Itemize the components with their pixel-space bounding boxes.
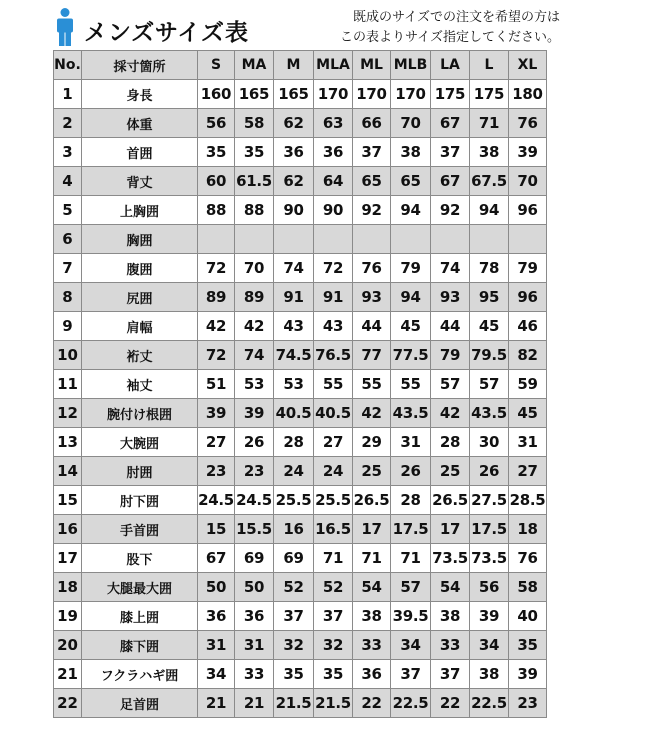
size-value-cell: 93 (353, 283, 391, 312)
measurement-name: 裄丈 (82, 341, 198, 370)
size-value-cell: 26 (235, 428, 274, 457)
size-value-cell: 34 (470, 631, 509, 660)
size-value-cell: 42 (235, 312, 274, 341)
column-header-size: MLB (391, 51, 431, 80)
size-value-cell: 165 (235, 80, 274, 109)
size-value-cell: 55 (314, 370, 353, 399)
order-note (340, 8, 560, 48)
size-value-cell: 67 (431, 167, 470, 196)
size-value-cell: 66 (353, 109, 391, 138)
row-number: 7 (54, 254, 82, 283)
size-value-cell: 16.5 (314, 515, 353, 544)
measurement-name: 大腕囲 (82, 428, 198, 457)
measurement-name: 袖丈 (82, 370, 198, 399)
size-value-cell: 27 (314, 428, 353, 457)
table-row (54, 573, 547, 602)
measurement-name: 腕付け根囲 (82, 399, 198, 428)
size-value-cell: 37 (431, 660, 470, 689)
size-value-cell: 24.5 (198, 486, 235, 515)
size-value-cell: 23 (198, 457, 235, 486)
size-value-cell: 71 (391, 544, 431, 573)
size-value-cell: 67 (431, 109, 470, 138)
size-value-cell: 43.5 (470, 399, 509, 428)
size-value-cell: 76.5 (314, 341, 353, 370)
size-value-cell: 27 (198, 428, 235, 457)
size-value-cell: 29 (353, 428, 391, 457)
column-header-size: MLA (314, 51, 353, 80)
size-value-cell: 89 (198, 283, 235, 312)
table-row (54, 283, 547, 312)
table-row (54, 341, 547, 370)
size-value-cell: 15.5 (235, 515, 274, 544)
measurement-name: 肩幅 (82, 312, 198, 341)
size-value-cell: 17 (353, 515, 391, 544)
size-value-cell (314, 225, 353, 254)
size-value-cell: 43 (314, 312, 353, 341)
size-value-cell: 21.5 (274, 689, 314, 718)
table-row (54, 370, 547, 399)
measurement-name: 尻囲 (82, 283, 198, 312)
table-row (54, 399, 547, 428)
size-value-cell: 79 (431, 341, 470, 370)
size-value-cell: 90 (314, 196, 353, 225)
size-value-cell: 175 (431, 80, 470, 109)
size-value-cell: 63 (314, 109, 353, 138)
size-value-cell: 39 (235, 399, 274, 428)
size-value-cell: 24.5 (235, 486, 274, 515)
size-value-cell: 31 (235, 631, 274, 660)
size-value-cell: 67.5 (470, 167, 509, 196)
size-value-cell: 39 (509, 660, 547, 689)
size-value-cell: 27.5 (470, 486, 509, 515)
size-value-cell: 38 (470, 660, 509, 689)
size-value-cell: 70 (235, 254, 274, 283)
column-header-size: M (274, 51, 314, 80)
size-value-cell (391, 225, 431, 254)
row-number: 5 (54, 196, 82, 225)
size-value-cell (235, 225, 274, 254)
size-value-cell: 16 (274, 515, 314, 544)
size-value-cell: 56 (470, 573, 509, 602)
order-note-line-1: 既成のサイズでの注文を希望の方は (353, 10, 560, 25)
size-value-cell: 67 (198, 544, 235, 573)
measurement-name: 背丈 (82, 167, 198, 196)
size-value-cell: 35 (314, 660, 353, 689)
size-value-cell: 96 (509, 196, 547, 225)
size-value-cell: 71 (470, 109, 509, 138)
size-value-cell: 46 (509, 312, 547, 341)
measurement-name: 膝上囲 (82, 602, 198, 631)
size-value-cell: 165 (274, 80, 314, 109)
row-number: 12 (54, 399, 82, 428)
size-value-cell: 26.5 (431, 486, 470, 515)
header (0, 0, 660, 50)
row-number: 4 (54, 167, 82, 196)
size-value-cell: 53 (235, 370, 274, 399)
size-value-cell: 96 (509, 283, 547, 312)
size-value-cell: 76 (509, 544, 547, 573)
size-value-cell: 61.5 (235, 167, 274, 196)
size-value-cell: 23 (509, 689, 547, 718)
size-value-cell: 25.5 (314, 486, 353, 515)
column-header-size: XL (509, 51, 547, 80)
column-header-size: L (470, 51, 509, 80)
table-row (54, 457, 547, 486)
row-number: 21 (54, 660, 82, 689)
row-number: 13 (54, 428, 82, 457)
size-value-cell: 22.5 (391, 689, 431, 718)
measurement-name: 上胸囲 (82, 196, 198, 225)
person-icon (55, 8, 75, 46)
size-value-cell: 42 (198, 312, 235, 341)
size-value-cell: 35 (509, 631, 547, 660)
measurement-name: 手首囲 (82, 515, 198, 544)
row-number: 6 (54, 225, 82, 254)
size-value-cell: 36 (353, 660, 391, 689)
size-value-cell: 22 (431, 689, 470, 718)
size-value-cell: 45 (470, 312, 509, 341)
size-value-cell: 52 (274, 573, 314, 602)
size-value-cell: 58 (235, 109, 274, 138)
measurement-name: 大腿最大囲 (82, 573, 198, 602)
size-value-cell: 170 (353, 80, 391, 109)
size-value-cell: 82 (509, 341, 547, 370)
size-value-cell: 32 (274, 631, 314, 660)
size-value-cell: 37 (353, 138, 391, 167)
column-header-size: S (198, 51, 235, 80)
size-value-cell: 89 (235, 283, 274, 312)
column-header-size: ML (353, 51, 391, 80)
size-value-cell: 25 (431, 457, 470, 486)
size-value-cell: 28 (391, 486, 431, 515)
size-value-cell: 77 (353, 341, 391, 370)
measurement-name: 膝下囲 (82, 631, 198, 660)
size-value-cell: 40 (509, 602, 547, 631)
size-value-cell: 34 (391, 631, 431, 660)
table-row (54, 196, 547, 225)
size-value-cell: 24 (314, 457, 353, 486)
measurement-name: 足首囲 (82, 689, 198, 718)
size-value-cell: 28 (431, 428, 470, 457)
size-value-cell: 94 (391, 196, 431, 225)
measurement-name: 身長 (82, 80, 198, 109)
size-value-cell: 38 (391, 138, 431, 167)
size-table (53, 50, 547, 718)
size-value-cell: 78 (470, 254, 509, 283)
header-row (54, 51, 547, 80)
size-value-cell: 26 (391, 457, 431, 486)
size-value-cell: 56 (198, 109, 235, 138)
size-value-cell: 40.5 (274, 399, 314, 428)
size-value-cell: 90 (274, 196, 314, 225)
size-value-cell: 73.5 (431, 544, 470, 573)
size-value-cell: 170 (314, 80, 353, 109)
size-value-cell: 92 (353, 196, 391, 225)
size-value-cell: 38 (431, 602, 470, 631)
size-value-cell (353, 225, 391, 254)
size-value-cell: 71 (314, 544, 353, 573)
size-value-cell: 69 (235, 544, 274, 573)
size-value-cell: 17.5 (391, 515, 431, 544)
measurement-name: 肘下囲 (82, 486, 198, 515)
size-value-cell: 64 (314, 167, 353, 196)
size-value-cell: 94 (470, 196, 509, 225)
size-value-cell: 62 (274, 109, 314, 138)
row-number: 2 (54, 109, 82, 138)
size-value-cell: 91 (314, 283, 353, 312)
size-value-cell: 62 (274, 167, 314, 196)
size-value-cell: 37 (314, 602, 353, 631)
size-value-cell: 50 (235, 573, 274, 602)
row-number: 10 (54, 341, 82, 370)
measurement-name: 体重 (82, 109, 198, 138)
size-value-cell: 28.5 (509, 486, 547, 515)
size-value-cell: 23 (235, 457, 274, 486)
table-row (54, 167, 547, 196)
size-value-cell: 40.5 (314, 399, 353, 428)
size-value-cell: 74 (235, 341, 274, 370)
table-row (54, 428, 547, 457)
size-value-cell: 17.5 (470, 515, 509, 544)
size-value-cell: 22 (353, 689, 391, 718)
table-row (54, 486, 547, 515)
table-row (54, 80, 547, 109)
row-number: 20 (54, 631, 82, 660)
row-number: 22 (54, 689, 82, 718)
size-value-cell: 39 (509, 138, 547, 167)
size-value-cell: 37 (431, 138, 470, 167)
row-number: 15 (54, 486, 82, 515)
size-value-cell: 77.5 (391, 341, 431, 370)
size-value-cell: 50 (198, 573, 235, 602)
size-value-cell (274, 225, 314, 254)
size-value-cell: 55 (353, 370, 391, 399)
page-title: メンズサイズ表 (84, 20, 250, 46)
size-value-cell (470, 225, 509, 254)
size-value-cell: 44 (431, 312, 470, 341)
size-value-cell: 72 (198, 254, 235, 283)
size-value-cell: 26.5 (353, 486, 391, 515)
size-value-cell: 74 (431, 254, 470, 283)
size-value-cell: 21.5 (314, 689, 353, 718)
size-value-cell: 57 (470, 370, 509, 399)
table-row (54, 544, 547, 573)
size-value-cell: 170 (391, 80, 431, 109)
size-value-cell: 95 (470, 283, 509, 312)
size-value-cell: 72 (314, 254, 353, 283)
size-value-cell: 70 (509, 167, 547, 196)
size-value-cell: 39 (198, 399, 235, 428)
size-value-cell: 42 (353, 399, 391, 428)
size-value-cell: 55 (391, 370, 431, 399)
size-value-cell: 33 (235, 660, 274, 689)
size-value-cell: 33 (353, 631, 391, 660)
size-value-cell: 17 (431, 515, 470, 544)
size-value-cell: 88 (235, 196, 274, 225)
size-value-cell: 27 (509, 457, 547, 486)
size-value-cell (198, 225, 235, 254)
row-number: 18 (54, 573, 82, 602)
size-value-cell: 65 (353, 167, 391, 196)
size-value-cell: 31 (198, 631, 235, 660)
size-value-cell: 58 (509, 573, 547, 602)
row-number: 11 (54, 370, 82, 399)
size-value-cell: 51 (198, 370, 235, 399)
column-header-no: No. (54, 51, 82, 80)
size-value-cell: 91 (274, 283, 314, 312)
measurement-name: 胸囲 (82, 225, 198, 254)
size-value-cell: 36 (198, 602, 235, 631)
size-value-cell: 33 (431, 631, 470, 660)
size-value-cell: 93 (431, 283, 470, 312)
size-value-cell: 35 (198, 138, 235, 167)
table-row (54, 225, 547, 254)
row-number: 14 (54, 457, 82, 486)
size-value-cell: 39 (470, 602, 509, 631)
measurement-name: 腹囲 (82, 254, 198, 283)
measurement-name: 股下 (82, 544, 198, 573)
row-number: 19 (54, 602, 82, 631)
size-value-cell: 39.5 (391, 602, 431, 631)
row-number: 9 (54, 312, 82, 341)
size-value-cell: 54 (431, 573, 470, 602)
size-value-cell: 45 (509, 399, 547, 428)
size-value-cell: 70 (391, 109, 431, 138)
size-value-cell: 180 (509, 80, 547, 109)
size-value-cell: 92 (431, 196, 470, 225)
size-value-cell: 18 (509, 515, 547, 544)
size-value-cell: 32 (314, 631, 353, 660)
size-value-cell: 79.5 (470, 341, 509, 370)
size-value-cell: 38 (470, 138, 509, 167)
column-header-size: LA (431, 51, 470, 80)
column-header-size: MA (235, 51, 274, 80)
size-value-cell: 88 (198, 196, 235, 225)
size-value-cell: 79 (509, 254, 547, 283)
size-value-cell: 25 (353, 457, 391, 486)
measurement-name: 肘囲 (82, 457, 198, 486)
table-row (54, 660, 547, 689)
size-value-cell: 28 (274, 428, 314, 457)
size-value-cell: 69 (274, 544, 314, 573)
size-value-cell: 60 (198, 167, 235, 196)
size-value-cell: 30 (470, 428, 509, 457)
size-value-cell: 43 (274, 312, 314, 341)
size-value-cell: 31 (391, 428, 431, 457)
column-header-part: 採寸箇所 (82, 51, 198, 80)
size-value-cell: 45 (391, 312, 431, 341)
size-value-cell: 44 (353, 312, 391, 341)
size-value-cell: 175 (470, 80, 509, 109)
row-number: 1 (54, 80, 82, 109)
table-row (54, 138, 547, 167)
size-value-cell: 21 (235, 689, 274, 718)
row-number: 16 (54, 515, 82, 544)
size-value-cell: 94 (391, 283, 431, 312)
table-row (54, 602, 547, 631)
table-row (54, 689, 547, 718)
size-value-cell: 38 (353, 602, 391, 631)
size-value-cell: 35 (274, 660, 314, 689)
size-value-cell: 73.5 (470, 544, 509, 573)
size-value-cell: 31 (509, 428, 547, 457)
size-value-cell: 74.5 (274, 341, 314, 370)
size-value-cell: 26 (470, 457, 509, 486)
size-value-cell: 37 (391, 660, 431, 689)
measurement-name: フクラハギ囲 (82, 660, 198, 689)
size-value-cell: 59 (509, 370, 547, 399)
table-row (54, 631, 547, 660)
table-row (54, 254, 547, 283)
row-number: 17 (54, 544, 82, 573)
size-value-cell: 34 (198, 660, 235, 689)
size-value-cell: 22.5 (470, 689, 509, 718)
order-note-line-2: この表よりサイズ指定してください。 (340, 30, 560, 45)
size-value-cell (431, 225, 470, 254)
size-value-cell: 36 (274, 138, 314, 167)
size-value-cell: 52 (314, 573, 353, 602)
size-value-cell: 36 (314, 138, 353, 167)
size-value-cell: 65 (391, 167, 431, 196)
size-value-cell: 79 (391, 254, 431, 283)
size-value-cell: 15 (198, 515, 235, 544)
table-row (54, 312, 547, 341)
size-value-cell: 53 (274, 370, 314, 399)
size-value-cell: 160 (198, 80, 235, 109)
size-value-cell: 35 (235, 138, 274, 167)
size-value-cell (509, 225, 547, 254)
measurement-name: 首囲 (82, 138, 198, 167)
table-row (54, 515, 547, 544)
table-row (54, 109, 547, 138)
row-number: 3 (54, 138, 82, 167)
size-value-cell: 74 (274, 254, 314, 283)
size-value-cell: 57 (391, 573, 431, 602)
size-value-cell: 36 (235, 602, 274, 631)
size-value-cell: 42 (431, 399, 470, 428)
size-value-cell: 37 (274, 602, 314, 631)
size-value-cell: 24 (274, 457, 314, 486)
size-value-cell: 76 (353, 254, 391, 283)
size-value-cell: 43.5 (391, 399, 431, 428)
size-value-cell: 57 (431, 370, 470, 399)
size-value-cell: 76 (509, 109, 547, 138)
size-value-cell: 25.5 (274, 486, 314, 515)
size-value-cell: 54 (353, 573, 391, 602)
size-value-cell: 71 (353, 544, 391, 573)
size-value-cell: 72 (198, 341, 235, 370)
size-value-cell: 21 (198, 689, 235, 718)
row-number: 8 (54, 283, 82, 312)
